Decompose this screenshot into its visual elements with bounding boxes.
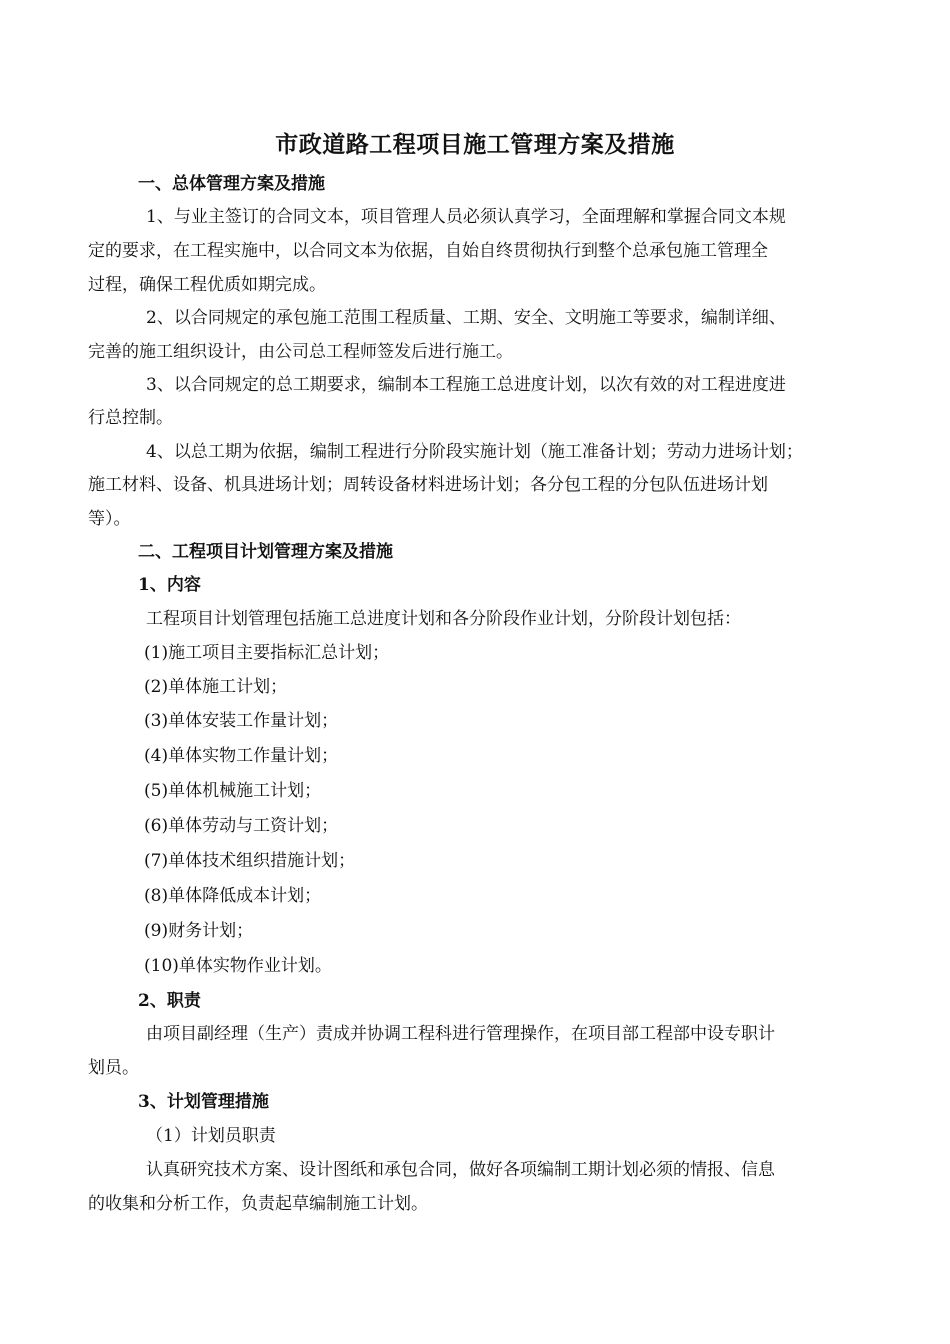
paragraph-line: 的收集和分析工作，负责起草编制施工计划。 [88,1194,428,1214]
paragraph-line: 认真研究技术方案、设计图纸和承包合同，做好各项编制工期计划必须的情报、信息 [146,1160,775,1180]
paragraph-line: 行总控制。 [88,408,173,428]
paragraph-line: 3、以合同规定的总工期要求，编制本工程施工总进度计划，以次有效的对工程进度进 [146,375,786,395]
document-title: 市政道路工程项目施工管理方案及措施 [275,131,675,158]
paragraph-line: 完善的施工组织设计，由公司总工程师签发后进行施工。 [88,342,513,362]
subsection-heading: 1、内容 [138,575,201,595]
list-item: (4)单体实物工作量计划； [144,746,339,766]
list-item: (3)单体安装工作量计划； [144,711,339,731]
subsection-heading: 3、计划管理措施 [138,1092,269,1112]
paragraph-line: 1、与业主签订的合同文本，项目管理人员必须认真学习，全面理解和掌握合同文本规 [146,207,786,227]
section-heading: 二、工程项目计划管理方案及措施 [138,542,393,562]
paragraph-line: 等）。 [88,509,131,529]
paragraph-line: 由项目副经理（生产）责成并协调工程科进行管理操作，在项目部工程部中设专职计 [146,1024,775,1044]
paragraph-line: 4、以总工期为依据，编制工程进行分阶段实施计划（施工准备计划；劳动力进场计划； [146,442,803,462]
paragraph-line: 定的要求，在工程实施中，以合同文本为依据，自始自终贯彻执行到整个总承包施工管理全 [88,241,768,261]
list-item: (7)单体技术组织措施计划； [144,851,356,871]
paragraph-line: 划员。 [88,1058,139,1078]
paragraph-line: 工程项目计划管理包括施工总进度计划和各分阶段作业计划，分阶段计划包括： [146,609,741,629]
list-item: (1)施工项目主要指标汇总计划； [144,643,390,663]
paragraph-line: （1）计划员职责 [146,1126,276,1146]
list-item: (2)单体施工计划； [144,677,288,697]
list-item: (10)单体实物作业计划。 [144,956,332,976]
subsection-heading: 2、职责 [138,991,201,1011]
list-item: (5)单体机械施工计划； [144,781,322,801]
list-item: (6)单体劳动与工资计划； [144,816,339,836]
section-heading: 一、总体管理方案及措施 [138,174,325,194]
paragraph-line: 2、以合同规定的承包施工范围工程质量、工期、安全、文明施工等要求，编制详细、 [146,308,786,328]
paragraph-line: 施工材料、设备、机具进场计划；周转设备材料进场计划；各分包工程的分包队伍进场计划 [88,475,768,495]
list-item: (8)单体降低成本计划； [144,886,322,906]
list-item: (9)财务计划； [144,921,254,941]
paragraph-line: 过程，确保工程优质如期完成。 [88,275,326,295]
